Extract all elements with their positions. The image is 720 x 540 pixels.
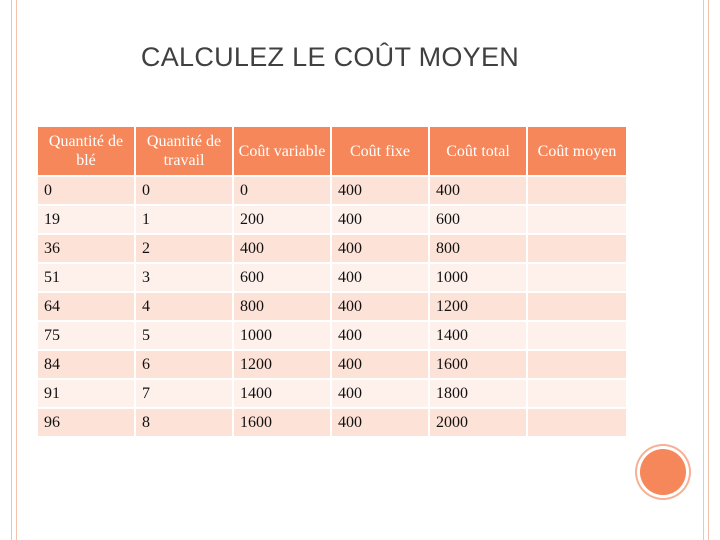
cell-cout-total: 400 — [430, 177, 526, 204]
cell-cout-total: 800 — [430, 235, 526, 262]
cell-cout-moyen — [528, 380, 626, 407]
cell-cout-total: 1400 — [430, 322, 526, 349]
cell-cout-variable: 1200 — [234, 351, 330, 378]
table-header-row — [38, 127, 626, 175]
cell-cout-total: 600 — [430, 206, 526, 233]
cell-quantite-ble: 84 — [38, 351, 134, 378]
table-body — [38, 177, 626, 436]
cell-cout-variable: 600 — [234, 264, 330, 291]
cell-cout-moyen — [528, 351, 626, 378]
cost-table — [36, 125, 628, 438]
table-row — [38, 380, 626, 407]
table-row — [38, 409, 626, 436]
cell-quantite-travail: 7 — [136, 380, 232, 407]
cell-quantite-ble: 36 — [38, 235, 134, 262]
cell-quantite-travail: 4 — [136, 293, 232, 320]
cell-quantite-travail: 8 — [136, 409, 232, 436]
cell-cout-fixe: 400 — [332, 409, 428, 436]
cell-cout-variable: 1600 — [234, 409, 330, 436]
cell-quantite-travail: 0 — [136, 177, 232, 204]
cell-quantite-ble: 96 — [38, 409, 134, 436]
cell-quantite-ble: 64 — [38, 293, 134, 320]
cell-cout-fixe: 400 — [332, 206, 428, 233]
cell-quantite-travail: 6 — [136, 351, 232, 378]
cell-cout-total: 1600 — [430, 351, 526, 378]
header-cout-fixe: Coût fixe — [332, 127, 428, 175]
table-row — [38, 293, 626, 320]
header-cout-total: Coût total — [430, 127, 526, 175]
cell-cout-total: 2000 — [430, 409, 526, 436]
cell-cout-variable: 400 — [234, 235, 330, 262]
cell-cout-fixe: 400 — [332, 235, 428, 262]
cell-cout-fixe: 400 — [332, 351, 428, 378]
cell-quantite-ble: 75 — [38, 322, 134, 349]
cell-cout-fixe: 400 — [332, 177, 428, 204]
cell-quantite-travail: 3 — [136, 264, 232, 291]
cell-cout-total: 1800 — [430, 380, 526, 407]
cell-quantite-ble: 19 — [38, 206, 134, 233]
cell-cout-variable: 0 — [234, 177, 330, 204]
cell-quantite-ble: 51 — [38, 264, 134, 291]
decorative-circle — [640, 449, 686, 495]
header-cout-moyen: Coût moyen — [528, 127, 626, 175]
slide-title: CALCULEZ LE COÛT MOYEN — [140, 42, 520, 72]
table-row — [38, 206, 626, 233]
table-row — [38, 235, 626, 262]
cell-quantite-travail: 2 — [136, 235, 232, 262]
cell-cout-moyen — [528, 264, 626, 291]
cell-cout-variable: 1000 — [234, 322, 330, 349]
table-row — [38, 264, 626, 291]
table-row — [38, 322, 626, 349]
cell-quantite-travail: 5 — [136, 322, 232, 349]
cell-cout-fixe: 400 — [332, 322, 428, 349]
cell-cout-moyen — [528, 409, 626, 436]
cell-cout-fixe: 400 — [332, 264, 428, 291]
cell-cout-moyen — [528, 235, 626, 262]
cell-cout-moyen — [528, 177, 626, 204]
cell-cout-variable: 800 — [234, 293, 330, 320]
cell-cout-total: 1200 — [430, 293, 526, 320]
cell-cout-variable: 1400 — [234, 380, 330, 407]
cell-cout-moyen — [528, 293, 626, 320]
cell-quantite-travail: 1 — [136, 206, 232, 233]
cell-quantite-ble: 0 — [38, 177, 134, 204]
cell-cout-fixe: 400 — [332, 293, 428, 320]
header-cout-variable: Coût variable — [234, 127, 330, 175]
cell-quantite-ble: 91 — [38, 380, 134, 407]
cell-cout-moyen — [528, 206, 626, 233]
header-quantite-travail: Quantité de travail — [136, 127, 232, 175]
cell-cout-moyen — [528, 322, 626, 349]
cell-cout-fixe: 400 — [332, 380, 428, 407]
table-row — [38, 177, 626, 204]
cell-cout-variable: 200 — [234, 206, 330, 233]
cell-cout-total: 1000 — [430, 264, 526, 291]
table-row — [38, 351, 626, 378]
header-quantite-ble: Quantité de blé — [38, 127, 134, 175]
